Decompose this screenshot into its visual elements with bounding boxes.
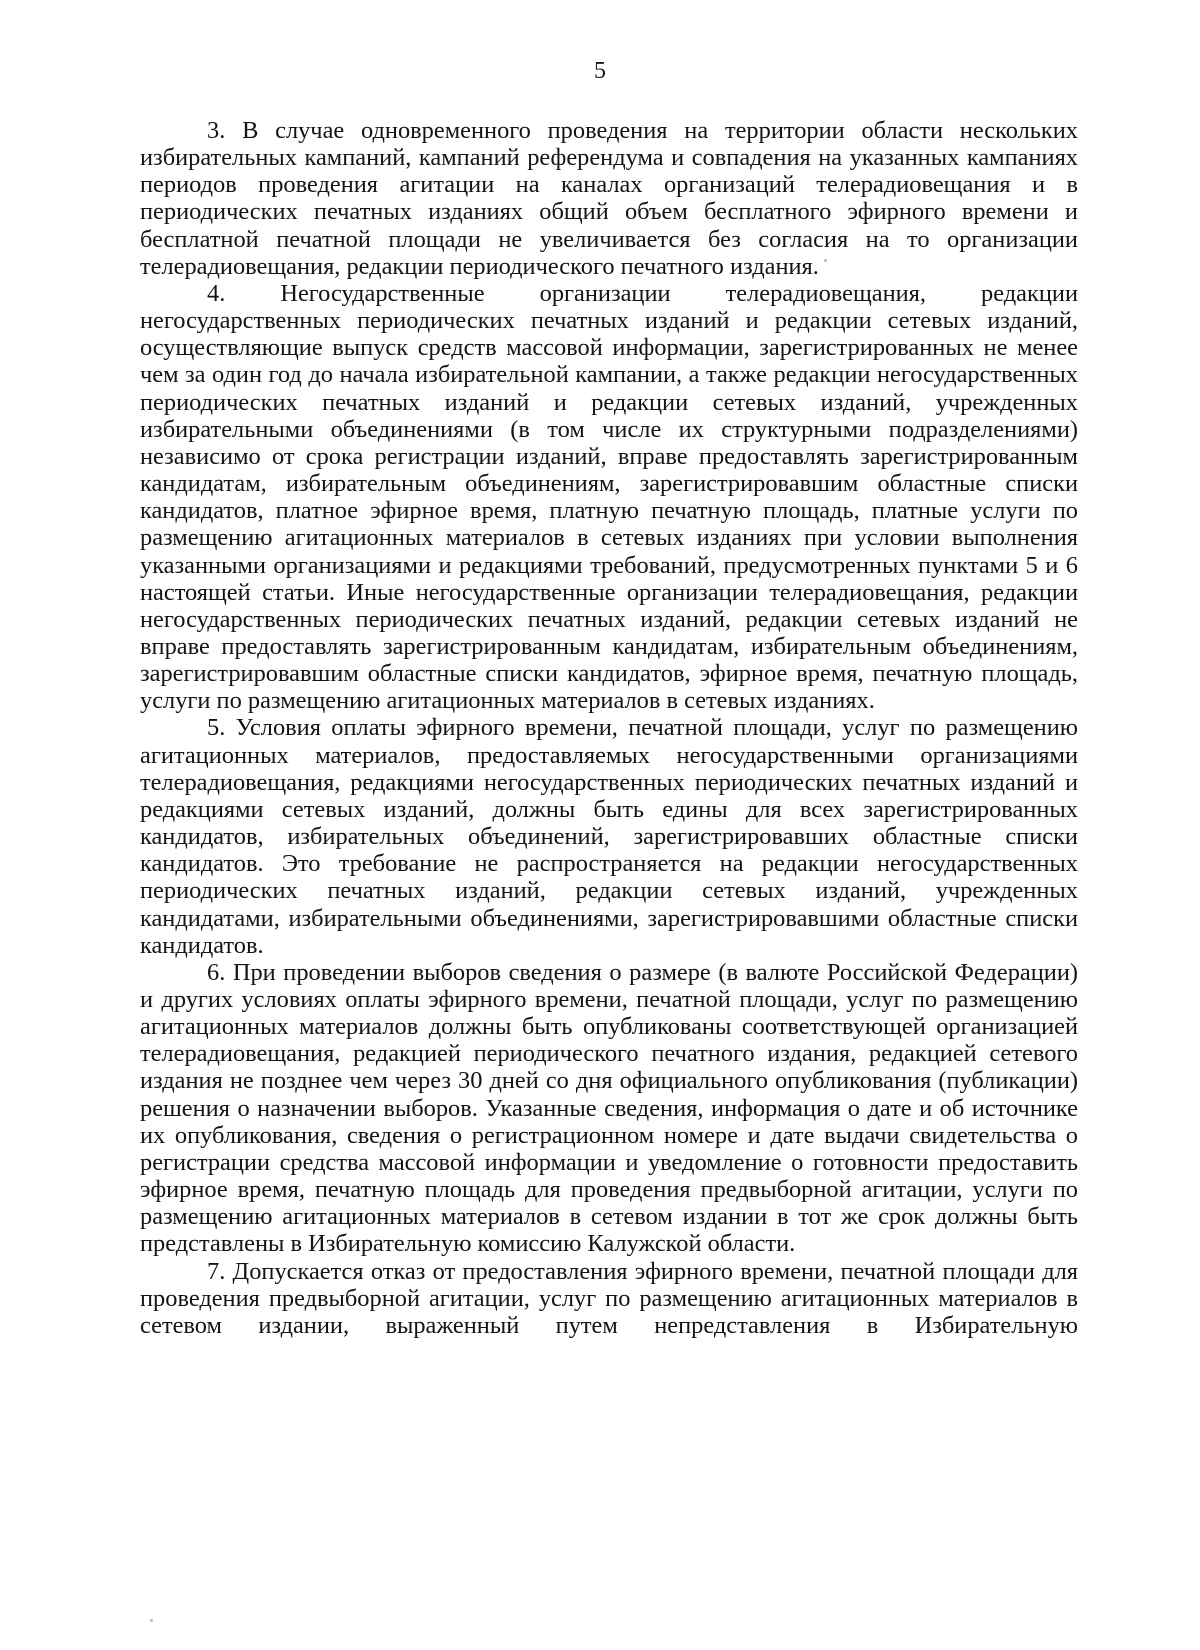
document-body <box>140 117 1078 1339</box>
paragraph-6: 6. При проведении выборов сведения о размере (в валюте Российской Федерации) и других условиях оплаты эфирного времени, печатной площади, услуг по размещению агитационных материалов должны быть опубликованы соответствующей организацией телерадиовещания, редакцией периодического печатного издания, редакцией сетевого издания не позднее чем через 30 дней со дня официального опубликования (публикации) решения о назначении выборов. Указанные сведения, информация о дате и об источнике их опубликования, сведения о регистрационном номере и дате выдачи свидетельства о регистрации средства массовой информации и уведомление о готовности предоставить эфирное время, печатную площадь для проведения предвыборной агитации, услуги по размещению агитационных материалов в сетевом издании в тот же срок должны быть представлены в Избирательную комиссию Калужской области. <box>140 958 1078 1258</box>
scan-artifact <box>150 1619 153 1622</box>
paragraph-3: 3. В случае одновременного проведения на территории области нескольких избирательных кампаний, кампаний референдума и совпадения на указанных кампаниях периодов проведения агитации на каналах организаций телерадиовещания и в периодических печатных изданиях общий объем бесплатного эфирного времени и бесплатной печатной площади не увеличивается без согласия на то организации телерадиовещания, редакции периодического печатного издания. <box>140 117 1078 280</box>
scan-artifact <box>824 259 827 262</box>
paragraph-7: 7. Допускается отказ от предоставления эфирного времени, печатной площади для проведения предвыборной агитации, услуг по размещению агитационных материалов в сетевом издании, выраженный путем непредставления в Избирательную <box>140 1257 1078 1339</box>
paragraph-5: 5. Условия оплаты эфирного времени, печатной площади, услуг по размещению агитационных материалов, предоставляемых негосударственными организациями телерадиовещания, редакциями негосударственных периодических печатных изданий и редакциями сетевых изданий, должны быть едины для всех зарегистрированных кандидатов, избирательных объединений, зарегистрировавших областные списки кандидатов. Это требование не распространяется на редакции негосударственных периодических печатных изданий, редакции сетевых изданий, учрежденных кандидатами, избирательными объединениями, зарегистрировавшими областные списки кандидатов. <box>140 714 1078 959</box>
page-number: 5 <box>594 58 606 84</box>
paragraph-4: 4. Негосударственные организации телерадиовещания, редакции негосударственных периодических печатных изданий и редакции сетевых изданий, осуществляющие выпуск средств массовой информации, зарегистрированных не менее чем за один год до начала избирательной кампании, а также редакции негосударственных периодических печатных изданий и редакции сетевых изданий, учрежденных избирательными объединениями (в том числе их структурными подразделениями) независимо от срока регистрации изданий, вправе предоставлять зарегистрированным кандидатам, избирательным объединениям, зарегистрировавшим областные списки кандидатов, платное эфирное время, платную печатную площадь, платные услуги по размещению агитационных материалов в сетевых изданиях при условии выполнения указанными организациями и редакциями требований, предусмотренных пунктами 5 и 6 настоящей статьи. Иные негосударственные организации телерадиовещания, редакции негосударственных периодических печатных изданий, редакции сетевых изданий не вправе предоставлять зарегистрированным кандидатам, избирательным объединениям, зарегистрировавшим областные списки кандидатов, эфирное время, печатную площадь, услуги по размещению агитационных материалов в сетевых изданиях. <box>140 279 1078 715</box>
